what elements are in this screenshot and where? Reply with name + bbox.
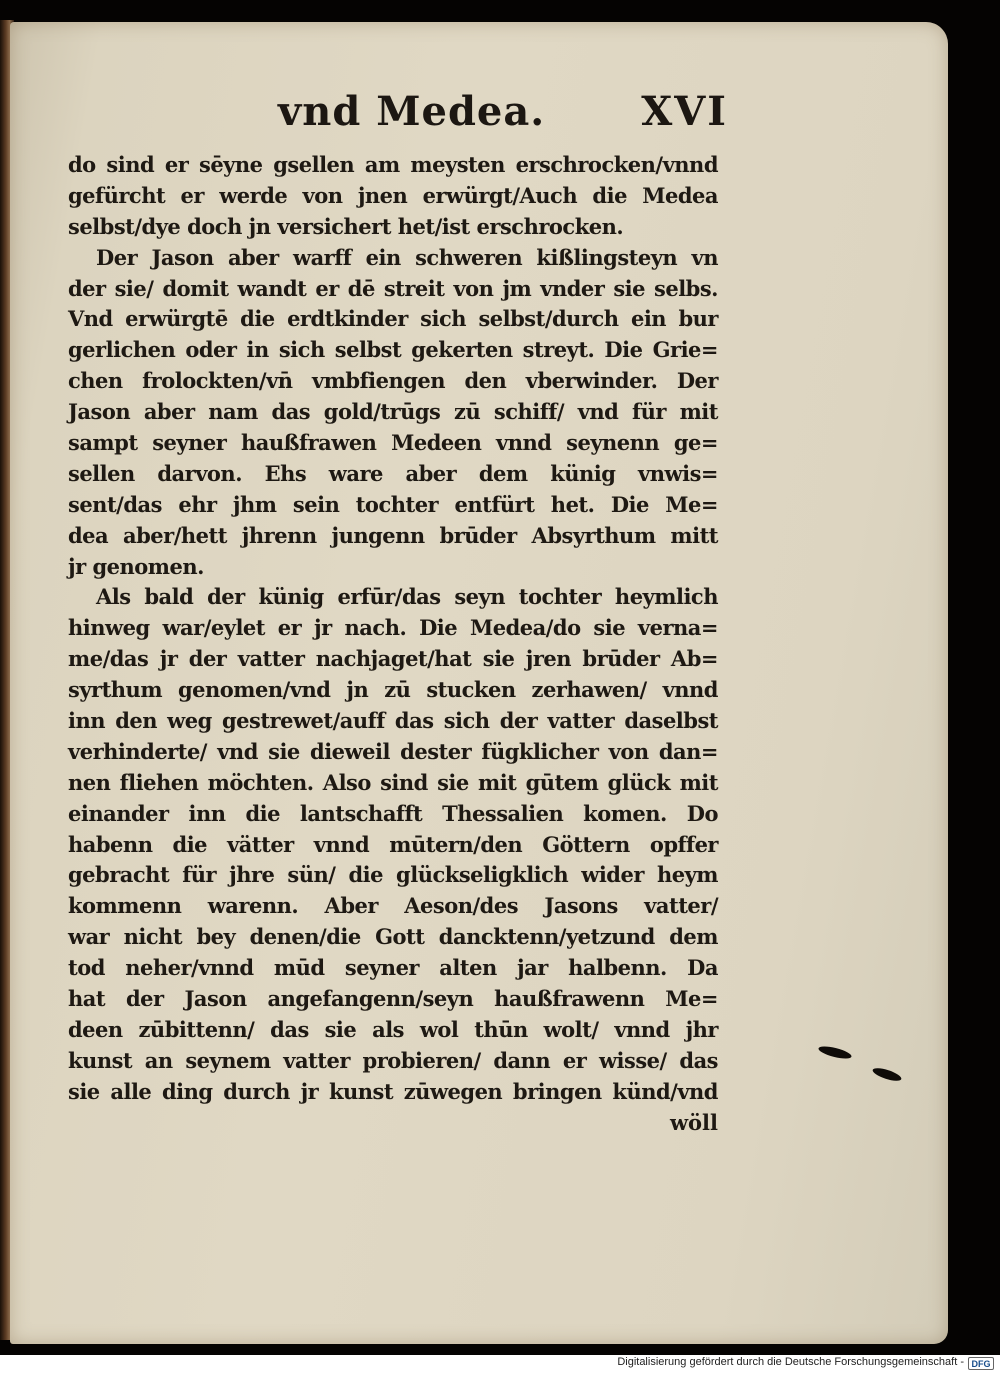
text-line: Jason aber nam das gold/trūgs zū schiff/ vnd für mit [68, 399, 718, 425]
text-line: Als bald der künig erfūr/das seyn tochter heymlich [96, 584, 718, 610]
text-line: Der Jason aber warff ein schweren kißlingsteyn vn [96, 244, 718, 270]
catchword: wöll [669, 1109, 718, 1135]
text-line: Vnd erwürgtē die erdtkinder sich selbst/durch ein bur [68, 306, 718, 332]
text-line: jr genomen. [68, 553, 204, 579]
text-line: sie alle ding durch jr kunst zūwegen bringen künd/vnd [68, 1078, 718, 1104]
text-line: chen frolockten/vn̄ vmbfiengen den vberwinder. Der [68, 368, 718, 394]
text-line: inn den weg gestrewet/auff das sich der vatter daselbst [68, 708, 718, 734]
text-line: gebracht für jhre sün/ die glückseligklich wider heym [68, 862, 718, 888]
text-line: dea aber/hett jhrenn jungenn brūder Absyrthum mitt [68, 522, 718, 548]
text-line: sent/das ehr jhm sein tochter entfürt het. Die Me= [68, 491, 718, 517]
text-line: me/das jr der vatter nachjaget/hat sie jren brūder Ab= [68, 646, 718, 672]
dfg-logo: DFG [968, 1357, 994, 1370]
text-line: verhinderte/ vnd sie dieweil dester fügklicher von dan= [68, 738, 718, 764]
text-line: gerlichen oder in sich selbst gekerten streyt. Die Grie= [68, 337, 718, 363]
text-line: sellen darvon. Ehs ware aber dem künig vnwis= [68, 460, 718, 486]
text-line: kommenn warenn. Aber Aeson/des Jasons vatter/ [68, 893, 718, 919]
text-line: selbst/dye doch jn versichert het/ist erschrocken. [68, 213, 624, 239]
text-line: do sind er sēyne gsellen am meysten erschrocken/vnnd [68, 152, 718, 177]
text-line: hat der Jason angefangenn/seyn haußfrawenn Me= [68, 986, 718, 1012]
footer-credit: Digitalisierung gefördert durch die Deutsche Forschungsgemeinschaft - [617, 1356, 964, 1368]
text-line: deen zūbittenn/ das sie als wol thūn wolt/ vnnd jhr [68, 1016, 718, 1042]
text-line: kunst an seynem vatter probieren/ dann er wisse/ das [68, 1047, 718, 1073]
text-line: nen fliehen möchten. Also sind sie mit gūtem glück mit [68, 769, 718, 795]
footer-bar [0, 1355, 1000, 1373]
text-line: einander inn die lantschafft Thessalien komen. Do [68, 800, 718, 826]
text-line: gefürcht er werde von jnen erwürgt/Auch die Medea [68, 182, 718, 208]
running-head [268, 88, 728, 138]
text-line: hinweg war/eylet er jr nach. Die Medea/do sie verna= [68, 615, 718, 641]
text-line: syrthum genomen/vnd jn zū stucken zerhawen/ vnnd [68, 677, 718, 703]
text-line: war nicht bey denen/die Gott dancktenn/yetzund dem [68, 924, 718, 950]
text-line: habenn die vätter vnnd mūtern/den Göttern opffer [68, 831, 718, 857]
text-line: tod neher/vnnd mūd seyner alten jar halbenn. Da [68, 955, 718, 981]
text-block [68, 150, 718, 1139]
text-line: sampt seyner haußfrawen Medeen vnnd seynenn ge= [68, 430, 718, 456]
text-line: der sie/ domit wandt er dē streit von jm vnder sie selbs. [68, 275, 718, 301]
running-head-title: vnd Medea. [278, 88, 546, 135]
folio-number: XVI [641, 88, 728, 135]
